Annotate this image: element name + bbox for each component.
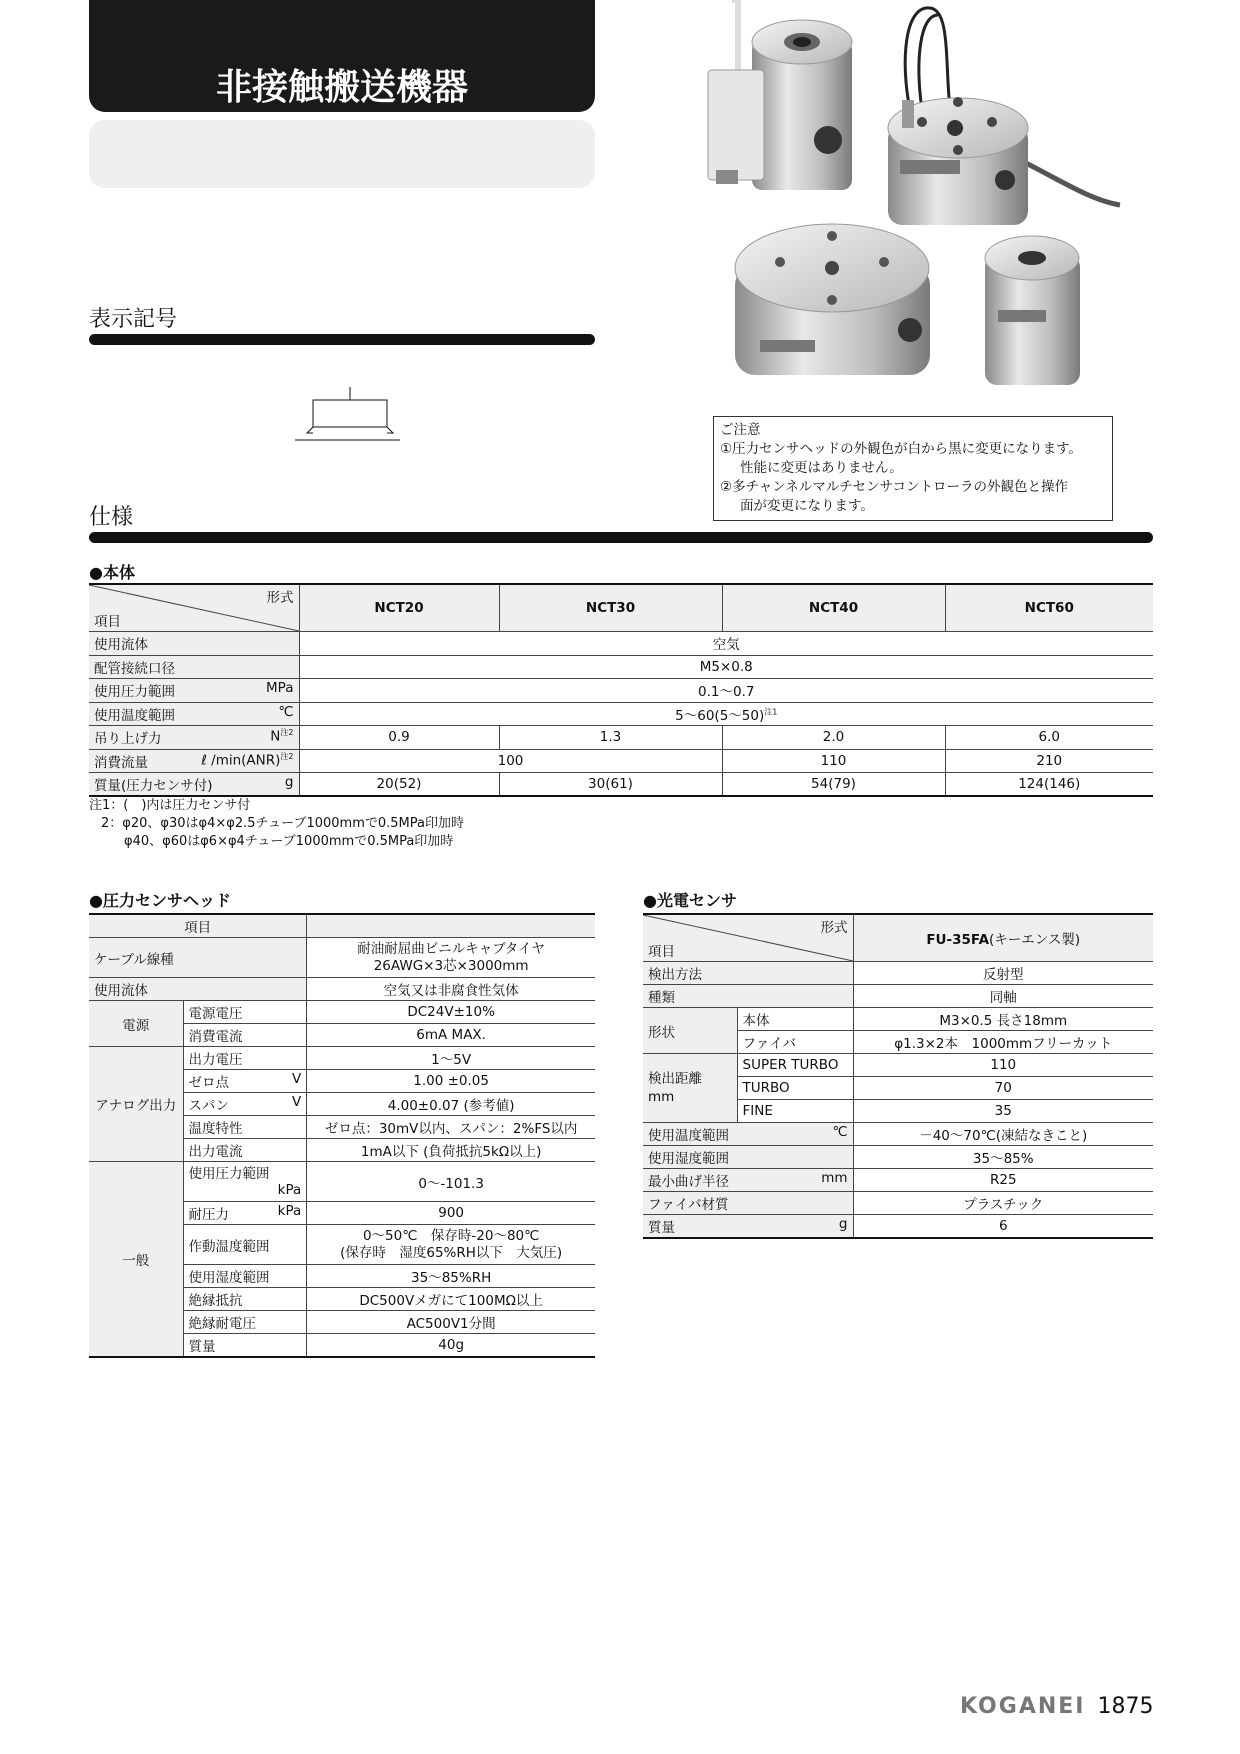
row-label: ファイバ材質	[643, 1192, 853, 1215]
symbol-icon	[295, 385, 405, 445]
label-text: 使用圧力範囲	[188, 1165, 270, 1182]
cell: 110	[722, 749, 945, 773]
group-label: アナログ出力	[89, 1047, 183, 1162]
distance-unit: mm	[648, 1089, 675, 1105]
row-label: 消費電流	[183, 1024, 307, 1047]
notice-title: ご注意	[720, 422, 761, 438]
row-value: プラスチック	[853, 1192, 1153, 1215]
table-corner	[89, 584, 299, 632]
model-name: FU-35FA	[926, 932, 990, 948]
cell: 2.0	[722, 726, 945, 750]
product-photo	[700, 0, 1140, 410]
row-label: 温度特性	[183, 1116, 307, 1139]
row-label: 配管接続口径	[89, 655, 299, 679]
model-nct30: NCT30	[499, 584, 722, 632]
model-maker: (キーエンス製)	[989, 932, 1081, 948]
cell: 124(146)	[945, 773, 1153, 797]
row-label: 使用湿度範囲	[643, 1146, 853, 1169]
row-label	[183, 1093, 307, 1116]
row-label: 電源電圧	[183, 1001, 307, 1024]
spec-heading: 仕様	[89, 505, 134, 530]
row-label	[89, 702, 299, 726]
model-header	[853, 914, 1153, 962]
group-label: 形状	[643, 1008, 737, 1054]
unit-n: N	[270, 728, 281, 745]
group-label	[643, 1054, 737, 1123]
row-label: SUPER TURBO	[737, 1054, 853, 1077]
page-number: 1875	[1097, 1694, 1154, 1719]
brand-logo: KOGANEI	[960, 1694, 1086, 1719]
unit-text: mm	[821, 1170, 848, 1186]
header-item: 項目	[89, 914, 307, 938]
row-value: 空気又は非腐食性気体	[307, 978, 595, 1001]
row-value: 空気	[299, 632, 1153, 656]
cell: 54(79)	[722, 773, 945, 797]
row-value: DC24V±10%	[307, 1001, 595, 1024]
row-value: M3×0.5 長さ18mm	[853, 1008, 1153, 1031]
model-nct20: NCT20	[299, 584, 499, 632]
subtitle-box	[89, 120, 595, 188]
distance-label: 検出距離	[648, 1071, 702, 1087]
row-value: 35	[853, 1100, 1153, 1123]
label-text: 使用温度範囲	[648, 1128, 729, 1144]
row-value: 同軸	[853, 985, 1153, 1008]
model-nct60: NCT60	[945, 584, 1153, 632]
label-text: 吊り上げ力	[94, 731, 162, 748]
header-model: 形式	[266, 590, 294, 606]
row-label: 絶縁耐電圧	[183, 1311, 307, 1334]
row-value: M5×0.8	[299, 655, 1153, 679]
row-value: 反射型	[853, 962, 1153, 985]
row-label: ケーブル線種	[89, 938, 307, 978]
body-table-notes	[89, 797, 464, 851]
notice-line-1b: 性能に変更はありません。	[740, 460, 903, 476]
row-value: 1.00 ±0.05	[307, 1070, 595, 1093]
row-label	[643, 1123, 853, 1146]
unit-text: MPa	[266, 680, 294, 697]
cell: 20(52)	[299, 773, 499, 797]
row-label	[89, 726, 299, 750]
row-label	[89, 679, 299, 703]
row-label: 検出方法	[643, 962, 853, 985]
cell: 0.9	[299, 726, 499, 750]
footnote-mark: 注1	[764, 707, 778, 717]
label-text: 使用温度範囲	[94, 707, 175, 724]
row-label: 作動温度範囲	[183, 1225, 307, 1265]
label-text: 使用圧力範囲	[94, 684, 175, 701]
row-label: ファイバ	[737, 1031, 853, 1054]
unit-text: ℃	[832, 1124, 848, 1140]
label-text: 質量	[648, 1220, 675, 1236]
row-label	[643, 1215, 853, 1239]
row-value: 0.1～0.7	[299, 679, 1153, 703]
cable-value-2: 26AWG×3芯×3000mm	[373, 957, 529, 974]
op-temp-2: (保存時 湿度65%RH以下 大気圧)	[340, 1244, 563, 1261]
footnote-mark: 注2	[280, 728, 294, 738]
row-value: 35～85%	[853, 1146, 1153, 1169]
row-label	[643, 1169, 853, 1192]
page-title: 非接触搬送機器	[89, 0, 595, 112]
group-label: 一般	[89, 1162, 183, 1358]
cell: 6.0	[945, 726, 1153, 750]
row-label: 種類	[643, 985, 853, 1008]
unit-text: kPa	[277, 1203, 302, 1219]
pressure-sensor-title: ●圧力センサヘッド	[89, 891, 231, 910]
row-value: 40g	[307, 1334, 595, 1358]
row-value: 110	[853, 1054, 1153, 1077]
row-value: 70	[853, 1077, 1153, 1100]
header-item: 項目	[648, 944, 675, 960]
notice-line-2: ②多チャンネルマルチセンサコントローラの外観色と操作	[720, 479, 1068, 495]
notice-line-2b: 面が変更になります。	[740, 498, 874, 514]
body-table-title: ●本体	[89, 563, 135, 582]
row-value: 6mA MAX.	[307, 1024, 595, 1047]
row-value: φ1.3×2本 1000mmフリーカット	[853, 1031, 1153, 1054]
row-value: DC500Vメガにて100MΩ以上	[307, 1288, 595, 1311]
row-value: 900	[307, 1202, 595, 1225]
row-label	[183, 1070, 307, 1093]
note-1: 注1：( )内は圧力センサ付	[89, 798, 251, 813]
unit-text: ℃	[278, 703, 294, 720]
row-value: 4.00±0.07 (参考値)	[307, 1093, 595, 1116]
row-value: R25	[853, 1169, 1153, 1192]
notice-line-1: ①圧力センサヘッドの外観色が白から黒に変更になります。	[720, 441, 1083, 457]
row-value: 1mA以下 (負荷抵抗5kΩ以上)	[307, 1139, 595, 1162]
row-value: 35～85%RH	[307, 1265, 595, 1288]
symbol-heading: 表示記号	[89, 307, 178, 332]
header-item: 項目	[94, 614, 121, 630]
row-value: 0～-101.3	[307, 1162, 595, 1202]
row-label: 出力電圧	[183, 1047, 307, 1070]
note-3: φ40、φ60はφ6×φ4チューブ1000mmで0.5MPa印加時	[124, 834, 454, 849]
unit-text	[201, 751, 293, 769]
cell: 100	[299, 749, 722, 773]
cell: 210	[945, 749, 1153, 773]
table-corner	[643, 914, 853, 962]
header-blank	[307, 914, 595, 938]
model-nct40: NCT40	[722, 584, 945, 632]
body-spec-table	[89, 583, 1153, 797]
row-value	[307, 1225, 595, 1265]
row-label: 使用流体	[89, 978, 307, 1001]
row-label: 本体	[737, 1008, 853, 1031]
cable-value-1: 耐油耐屈曲ビニルキャブタイヤ	[357, 940, 546, 957]
notice-box	[713, 416, 1113, 521]
group-label: 電源	[89, 1001, 183, 1047]
unit-text: g	[838, 1216, 848, 1232]
note-2: 2：φ20、φ30はφ4×φ2.5チューブ1000mmで0.5MPa印加時	[101, 816, 464, 831]
row-value	[299, 702, 1153, 726]
label-text: 消費流量	[94, 754, 148, 771]
unit-text: V	[292, 1094, 302, 1110]
row-label: 出力電流	[183, 1139, 307, 1162]
row-value	[307, 938, 595, 978]
pressure-sensor-table	[89, 913, 595, 1358]
row-label: 質量	[183, 1334, 307, 1358]
value-text: 5～60(5～50)	[675, 707, 765, 724]
row-label	[183, 1162, 307, 1202]
label-text: 最小曲げ半径	[648, 1174, 729, 1190]
header-model: 形式	[820, 920, 848, 936]
row-label: FINE	[737, 1100, 853, 1123]
op-temp-1: 0～50℃ 保存時-20～80℃	[362, 1227, 540, 1244]
label-text: スパン	[188, 1098, 229, 1114]
row-value: 1～5V	[307, 1047, 595, 1070]
photo-sensor-title: ●光電センサ	[643, 891, 737, 910]
unit-text: kPa	[277, 1181, 302, 1198]
row-value: 6	[853, 1215, 1153, 1239]
photo-sensor-table	[643, 913, 1153, 1239]
unit-flow: ℓ /min(ANR)	[201, 752, 281, 769]
row-label	[89, 749, 299, 773]
label-text: ゼロ点	[188, 1075, 229, 1091]
cell: 30(61)	[499, 773, 722, 797]
row-value: －40～70℃(凍結なきこと)	[853, 1123, 1153, 1146]
label-text: 耐圧力	[188, 1207, 229, 1223]
row-label: 使用湿度範囲	[183, 1265, 307, 1288]
unit-text	[270, 727, 293, 745]
cell: 1.3	[499, 726, 722, 750]
row-value: AC500V1分間	[307, 1311, 595, 1334]
row-label	[183, 1202, 307, 1225]
label-text: 質量(圧力センサ付)	[94, 778, 213, 794]
unit-text: V	[292, 1071, 302, 1087]
symbol-rule	[89, 334, 595, 345]
footer	[960, 1694, 1153, 1719]
footnote-mark: 注2	[280, 751, 294, 761]
row-label	[89, 773, 299, 797]
unit-text: g	[284, 774, 294, 790]
row-value: ゼロ点：30mV以内、スパン：2%FS以内	[307, 1116, 595, 1139]
row-label: 使用流体	[89, 632, 299, 656]
row-label: 絶縁抵抗	[183, 1288, 307, 1311]
spec-rule	[89, 532, 1153, 543]
row-label: TURBO	[737, 1077, 853, 1100]
